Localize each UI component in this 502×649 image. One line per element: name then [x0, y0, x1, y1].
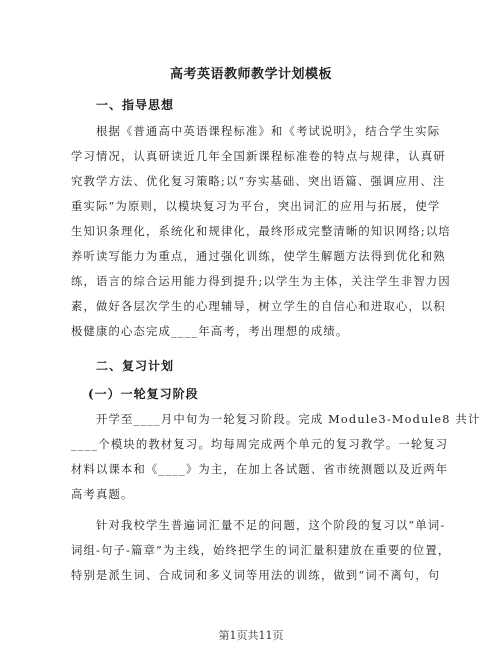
paragraph-line: 生知识条理化，系统化和规律化，最终形成完整清晰的知识网络;以培	[71, 225, 451, 238]
paragraph-line: 养听读写能力为重点，通过强化训练，使学生解题方法得到优化和熟	[71, 250, 446, 263]
paragraph-line: ____个模块的教材复习。均每周完成两个单元的复习教学。一轮复习	[71, 438, 449, 451]
paragraph-line: 练，语言的综合运用能力得到提升;以学生为主体，关注学生非智力因	[71, 275, 451, 288]
paragraph-line: 素，做好各层次学生的心理辅导，树立学生的自信心和进取心，以积	[71, 300, 446, 313]
section-heading-review-plan: 二、复习计划	[96, 359, 175, 373]
document-title: 高考英语教师教学计划模板	[169, 67, 332, 82]
paragraph-line: 开学至____月中旬为一轮复习阶段。完成 Module3-Module8 共计	[96, 413, 481, 426]
paragraph-line: 学习情况，认真研读近几年全国新课程标准卷的特点与规律，认真研	[71, 150, 446, 163]
paragraph-line: 重实际”为原则，以模块复习为平台，突出词汇的应用与拓展，使学	[71, 200, 441, 213]
paragraph-line: 针对我校学生普遍词汇量不足的问题，这个阶段的复习以“单词-	[96, 519, 446, 532]
paragraph-line: 词组-句子-篇章”为主线，始终把学生的词汇量积建放在重要的位置，	[71, 544, 451, 557]
paragraph-line: 究教学方法、优化复习策略;以“夯实基础、突出语篇、强调应用、注	[71, 175, 446, 188]
section-heading-guiding-ideology: 一、指导思想	[96, 98, 175, 112]
page-footer: 第1页共11页	[218, 629, 284, 642]
paragraph-line: 材料以课本和《____》为主，在加上各试题、省市统测题以及近两年	[71, 463, 449, 476]
subsection-heading-first-round: (一）一轮复习阶段	[88, 387, 199, 401]
paragraph-line: 特别是派生词、合成词和多义词等用法的训练，做到“词不离句，句	[71, 569, 441, 582]
paragraph-line: 根据《普通高中英语课程标准》和《考试说明》，结合学生实际	[96, 125, 441, 138]
paragraph-line: 高考真题。	[71, 488, 134, 501]
paragraph-line: 极健康的心态完成____年高考，考出理想的成绩。	[71, 325, 349, 338]
